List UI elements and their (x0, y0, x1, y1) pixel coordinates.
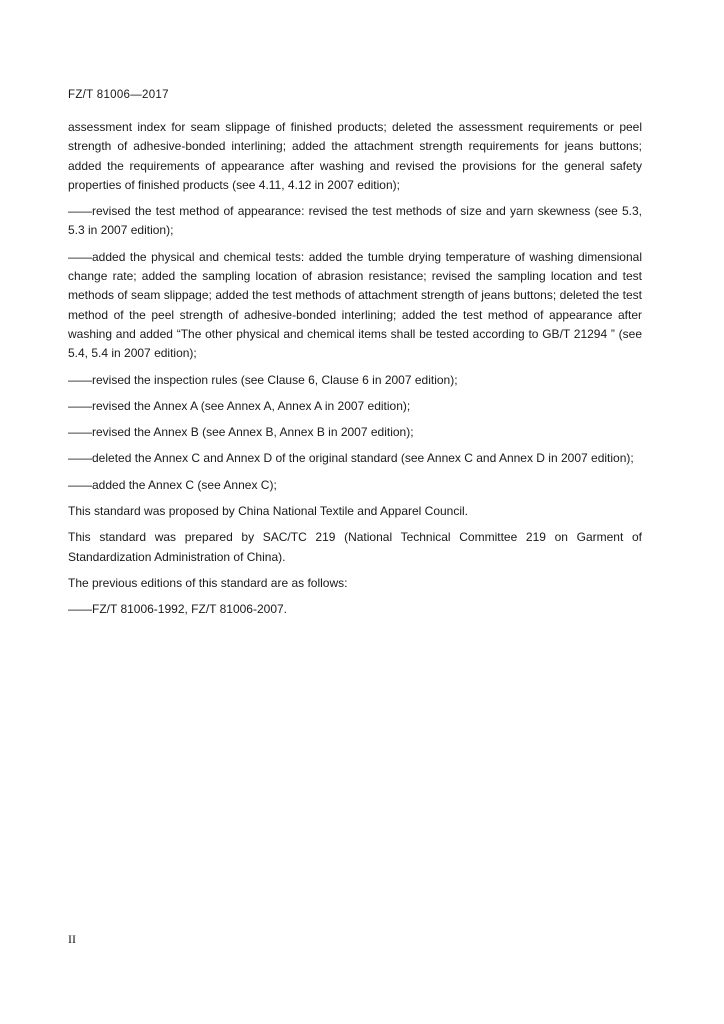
paragraph-proposed-by: This standard was proposed by China National Textile and Apparel Council. (68, 504, 469, 519)
paragraph-annex-b: ——revised the Annex B (see Annex B, Annex B in 2007 edition); (68, 425, 414, 440)
paragraph-previous-editions-list: ——FZ/T 81006-1992, FZ/T 81006-2007. (68, 602, 288, 617)
paragraph-inspection-rules: ——revised the inspection rules (see Clause 6, Clause 6 in 2007 edition); (68, 372, 458, 387)
document-body (68, 118, 642, 627)
paragraph-annex-a: ——revised the Annex A (see Annex A, Annex A in 2007 edition); (68, 398, 411, 413)
paragraph-added-annex-c: ——added the Annex C (see Annex C); (68, 477, 277, 492)
paragraph-revised-appearance-test: ——revised the test method of appearance: revised the test methods of size and yarn skewness (see 5.3, 5.3 in 2007 edition); (68, 204, 642, 238)
paragraph-physical-chemical-tests: ——added the physical and chemical tests: added the tumble drying temperature of washing dimensional change rate; added the sampling location of abrasion resistance; revised the sampling location and test methods of seam slippage; added the test methods of attachment strength of jeans buttons; deleted the test method of the peel strength of adhesive-bonded interlining; added the test method of appearance after washing and added “The other physical and chemical items shall be tested according to GB/T 21294 ” (see 5.4, 5.4 in 2007 edition); (68, 249, 642, 361)
document-code-header: FZ/T 81006—2017 (68, 89, 169, 101)
paragraph-assessment-index: assessment index for seam slippage of finished products; deleted the assessment requirements or peel strength of adhesive-bonded interlining; added the attachment strength requirements for jeans buttons; added the requirements of appearance after washing and revised the provisions for the general safety properties of finished products (see 4.11, 4.12 in 2007 edition); (68, 120, 642, 192)
page-number: II (68, 932, 76, 946)
paragraph-prepared-by: This standard was prepared by SAC/TC 219 (National Technical Committee 219 on Garment of Standardization Administration of China). (68, 530, 642, 564)
paragraph-previous-editions-intro: The previous editions of this standard are as follows: (68, 575, 348, 590)
paragraph-deleted-annex-c-d: ——deleted the Annex C and Annex D of the original standard (see Annex C and Annex D in 2007 edition); (68, 451, 634, 466)
